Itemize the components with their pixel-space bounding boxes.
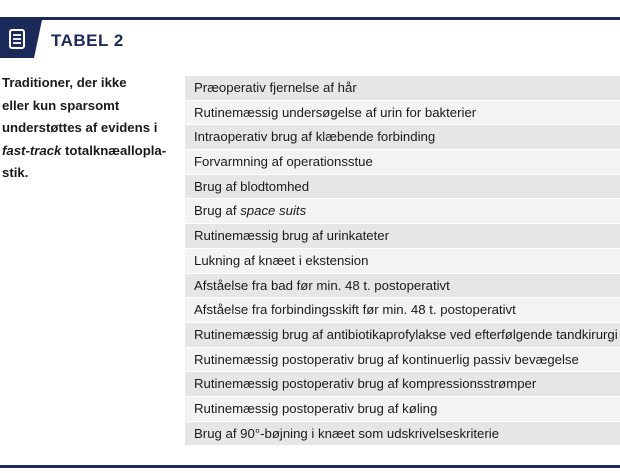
row-text: Rutinemæssig undersøgelse af urin for bakterier xyxy=(194,104,477,120)
row-text: Afståelse fra forbindingsskift før min. 48 t. postoperativt xyxy=(194,302,516,318)
table-row xyxy=(185,76,620,101)
row-text: Rutinemæssig postoperativ brug af køling xyxy=(194,400,438,416)
caption-line-4: totalknæallopla- xyxy=(61,142,167,158)
table-row xyxy=(185,249,620,274)
table-row xyxy=(185,101,620,126)
row-text: Brug af blodtomhed xyxy=(194,178,310,194)
caption-line-2: eller kun sparsomt xyxy=(2,97,120,113)
top-rule xyxy=(0,17,620,20)
row-text: Afståelse fra bad før min. 48 t. postoperativt xyxy=(194,277,450,293)
table-row xyxy=(185,175,620,200)
table-row xyxy=(185,348,620,373)
table-title: TABEL 2 xyxy=(51,31,124,50)
caption-line-5: stik. xyxy=(2,165,29,180)
row-text: Forvarmning af operationsstue xyxy=(194,154,373,170)
bottom-rule xyxy=(0,465,620,468)
document-list-icon xyxy=(0,20,34,58)
caption-italic-term: fast-track xyxy=(2,142,62,158)
table-row xyxy=(185,224,620,249)
table-row xyxy=(185,397,620,422)
row-text: Intraoperativ brug af klæbende forbinding xyxy=(194,129,436,145)
caption-line-3: understøttes af evidens i xyxy=(2,120,158,135)
table-row xyxy=(185,150,620,175)
table-row xyxy=(185,298,620,323)
table-row xyxy=(185,422,620,447)
row-text-italic: space suits xyxy=(240,203,307,219)
row-text-prefix: Brug af xyxy=(194,203,241,219)
table-row xyxy=(185,125,620,150)
row-text: Rutinemæssig brug af antibiotikaprofylakse ved efterfølgende tandkirurgi xyxy=(194,326,618,342)
traditions-table xyxy=(185,76,620,446)
document-list-icon-glyph xyxy=(9,29,25,49)
row-text: Præoperativ fjernelse af hår xyxy=(194,80,357,95)
table-row xyxy=(185,323,620,348)
table-row xyxy=(185,199,620,224)
table-caption xyxy=(2,72,177,185)
caption-line-1: Traditioner, der ikke xyxy=(2,75,127,90)
row-text: Rutinemæssig brug af urinkateter xyxy=(194,228,389,244)
row-text: Rutinemæssig postoperativ brug af kompressionsstrømper xyxy=(194,376,537,392)
table-row xyxy=(185,274,620,299)
table-row xyxy=(185,372,620,397)
row-text: Rutinemæssig postoperativ brug af kontinuerlig passiv bevægelse xyxy=(194,351,579,367)
row-text: Brug af 90°-bøjning i knæet som udskrivelseskriterie xyxy=(194,425,500,441)
row-text: Lukning af knæet i ekstension xyxy=(194,252,369,268)
